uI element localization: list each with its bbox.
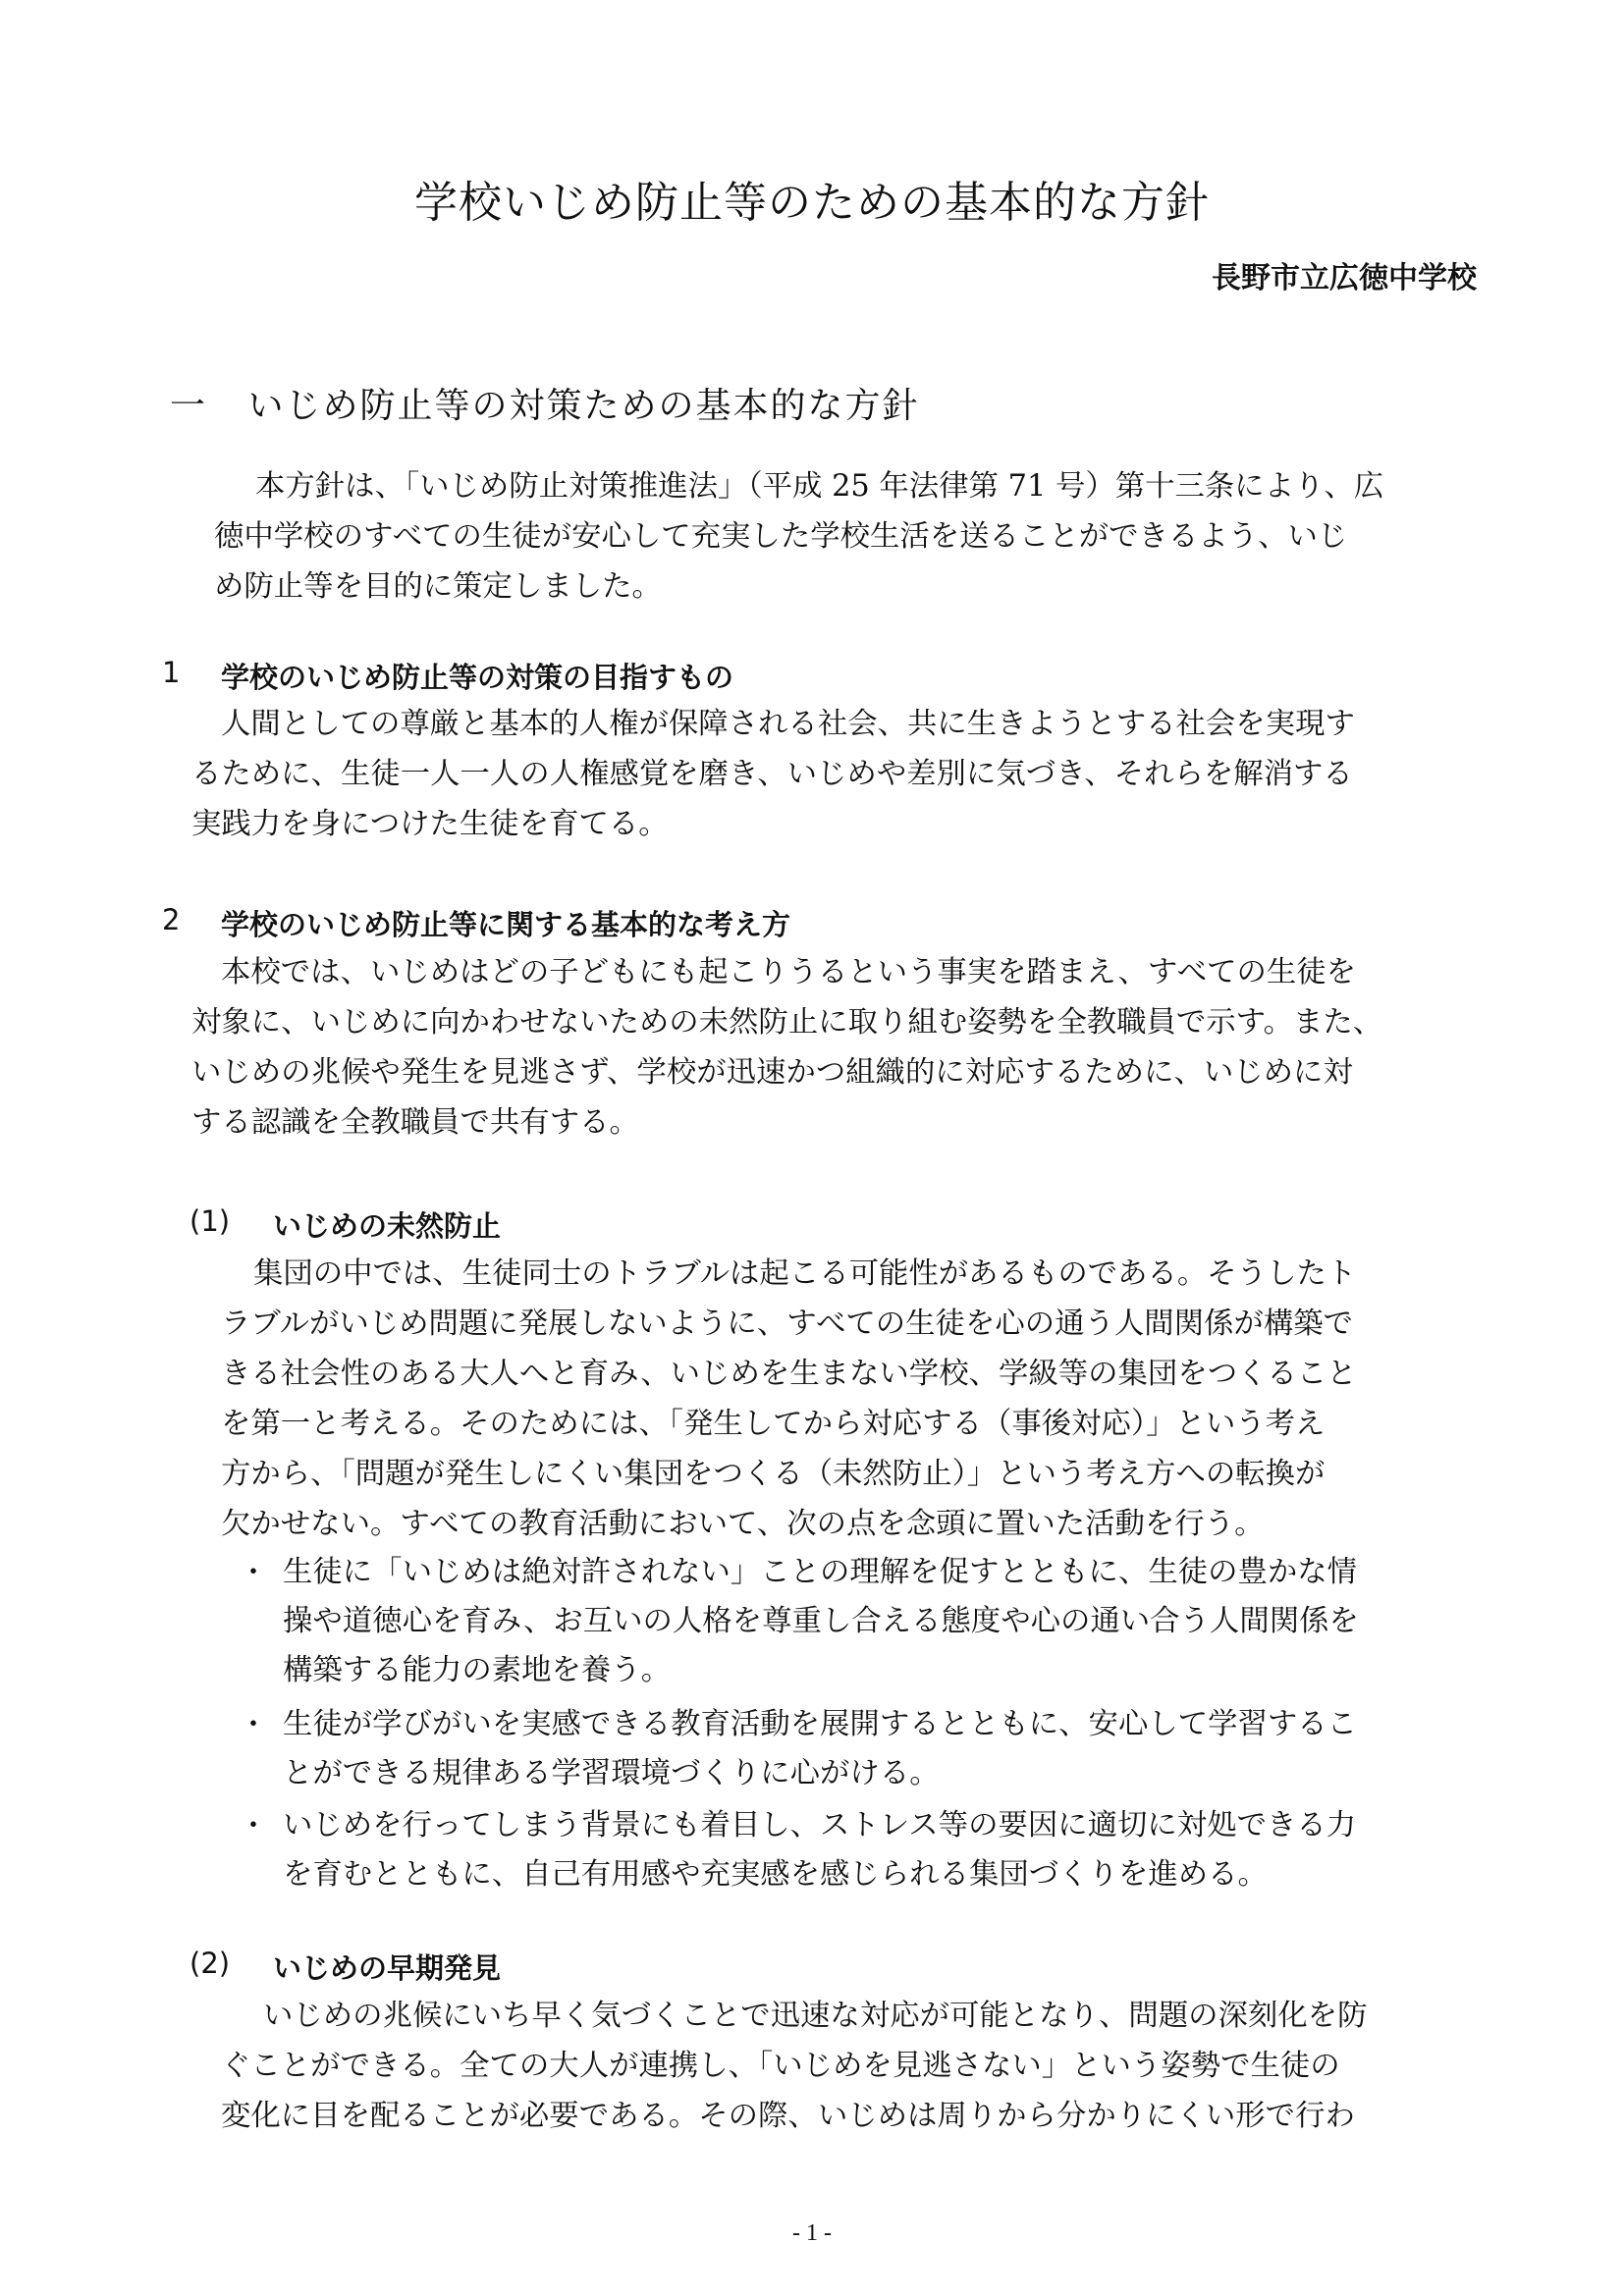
sub-2-body [221,1991,1367,2141]
paragraph-line: きる社会性のある大人へと育み、いじめを生まない学校、学級等の集団をつくること [221,1357,1357,1391]
bullet-marker: ・ [239,1708,268,1742]
list-item [283,1700,1357,1798]
bullet-line: 生徒が学びがいを実感できる教育活動を展開するとともに、安心して学習するこ [283,1707,1358,1741]
sub-1-body [221,1249,1357,1549]
paragraph-line: め防止等を目的に策定しました。 [214,569,662,604]
paragraph-line: ラブルがいじめ問題に発展しないように、すべての生徒を心の通う人間関係が構築で [221,1307,1354,1341]
paragraph-line: ぐことができる。全ての大人が連携し、「いじめを見逃さない」という姿勢で生徒の [221,2049,1340,2083]
paragraph-line: るために、生徒一人一人の人権感覚を磨き、いじめや差別に気づき、それらを解消する [191,757,1353,791]
sub-2-number: (2) [189,1947,231,1980]
bullet-line: を育むとともに、自己有用感や充実感を感じられる集団づくりを進める。 [283,1857,1268,1892]
paragraph-line: 本方針は、「いじめ防止対策推進法」（平成 25 年法律第 71 号）第十三条により、広 [255,469,1384,504]
sub-1-number: (1) [189,1204,231,1238]
list-item [283,1801,1356,1899]
paragraph-line: 集団の中では、生徒同士のトラブルは起こる可能性があるものである。そうしたト [253,1256,1357,1291]
paragraph-line: する認識を全教職員で共有する。 [191,1105,639,1140]
paragraph-line: 方から、「問題が発生しにくい集団をつくる（未然防止）」という考え方への転換が [221,1457,1326,1491]
paragraph-line: 徳中学校のすべての生徒が安心して充実した学校生活を送ることができるよう、いじ [214,519,1348,554]
paragraph-line: 本校では、いじめはどの子どもにも起こりうるという事実を踏まえ、すべての生徒を [221,955,1357,989]
school-name: 長野市立広徳中学校 [1212,261,1477,295]
paragraph-line: いじめの兆候にいち早く気づくことで迅速な対応が可能となり、問題の深刻化を防 [263,1999,1368,2033]
page-number: - 1 - [792,2220,832,2246]
sub-1-heading: いじめの未然防止 [273,1209,502,1243]
item-2-heading: 学校のいじめ防止等に関する基本的な考え方 [221,908,791,941]
document-title: 学校いじめ防止等のための基本的な方針 [414,178,1210,228]
paragraph-line: 欠かせない。すべての教育活動において、次の点を念頭に置いた活動を行う。 [221,1507,1265,1541]
paragraph-line: を第一と考える。そのためには、「発生してから対応する（事後対応）」という考え [221,1407,1326,1441]
paragraph-line: 変化に目を配ることが必要である。その際、いじめは周りから分かりにくい形で行わ [221,2099,1355,2133]
item-1-heading: 学校のいじめ防止等の対策の目指すもの [221,661,734,694]
paragraph-line: 実践力を身につけた生徒を育てる。 [191,807,669,841]
paragraph-line: いじめの兆候や発生を見逃さず、学校が迅速かつ組織的に対応するために、いじめに対 [191,1055,1353,1090]
bullet-line: 構築する能力の素地を養う。 [283,1653,672,1687]
bullet-line: とができる規律ある学習環境づくりに心がける。 [283,1756,940,1790]
section-heading [170,378,919,428]
bullet-marker: ・ [239,1809,268,1843]
paragraph-line: 人間としての尊厳と基本的人権が保障される社会、共に生きようとする社会を実現す [221,707,1355,741]
bullet-line: いじめを行ってしまう背景にも着目し、ストレス等の要因に適切に対処できる力 [283,1808,1357,1842]
bullet-marker: ・ [239,1556,268,1590]
paragraph-line: 対象に、いじめに向かわせないための未然防止に取り組む姿勢を全教職員で示す。また、 [191,1005,1383,1040]
list-item [283,1548,1359,1695]
item-2-number: 2 [162,903,181,936]
bullet-line: 操や道徳心を育み、お互いの人格を尊重し合える態度や心の通い合う人間関係を [283,1604,1359,1638]
sub-2-heading: いじめの早期発見 [273,1951,502,1985]
section-intro [214,461,1383,612]
bullet-line: 生徒に「いじめは絶対許されない」ことの理解を促すとともに、生徒の豊かな情 [283,1555,1358,1589]
item-1-number: 1 [162,656,181,689]
item-2-body [191,947,1382,1148]
section-number: 一 [170,386,206,426]
section-title: いじめ防止等の対策ための基本的な方針 [247,386,920,426]
item-1-body [191,699,1355,849]
